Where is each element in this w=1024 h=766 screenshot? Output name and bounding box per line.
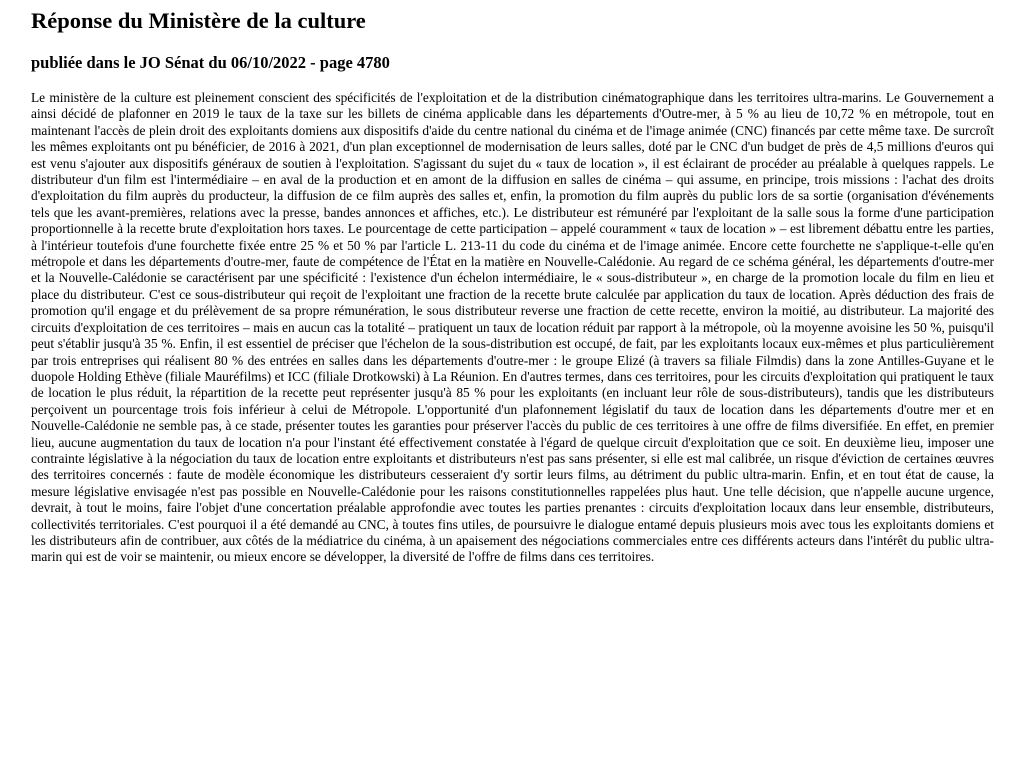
page-title: Réponse du Ministère de la culture [31,8,366,33]
publication-subtitle: publiée dans le JO Sénat du 06/10/2022 - page 4780 [31,53,390,72]
response-body-paragraph: Le ministère de la culture est pleinement conscient des spécificités de l'exploitation et de la distribution cinématographique dans les territoires ultra-marins. Le Gouvernement a ainsi décidé de plafonner en 2019 le taux de la taxe sur les billets de cinéma applicable dans les départements d'Outre-mer, à 5 % au lieu de 10,72 % en métropole, tout en maintenant l'accès de plein droit des exploitants domiens aux dispositifs d'aide du centre national du cinéma et de l'image animée (CNC) financés par cette même taxe. De surcroît les mêmes exploitants ont pu bénéficier, de 2016 à 2021, d'un plan exceptionnel de modernisation de leurs salles, doté par le CNC d'un budget de près de 4,5 millions d'euros qui est venu s'ajouter aux dispositifs généraux de soutien à l'exploitation. S'agissant du sujet du « taux de location », il est éclairant de procéder au préalable à quelques rappels. Le distributeur d'un film est l'intermédiaire – en aval de la production et en amont de la diffusion en salles de cinéma – qui assume, en principe, trois missions : l'achat des droits d'exploitation du film auprès du producteur, la diffusion de ce film auprès des salles et, enfin, la promotion du film auprès du public lors de sa sortie (organisation d'événements tels que les avant-premières, relations avec la presse, bandes annonces et affiches, etc.). Le distributeur est rémunéré par l'exploitant de la salle sous la forme d'une participation proportionnelle à la recette brute d'exploitation hors taxes. Le pourcentage de cette participation – appelé couramment « taux de location » – est librement débattu entre les parties, à l'intérieur toutefois d'une fourchette fixée entre 25 % et 50 % par l'article L. 213-11 du code du cinéma et de l'image animée. Encore cette fourchette ne s'applique-t-elle qu'en métropole et dans les départements d'outre-mer, faute de compétence de l'État en la matière en Nouvelle-Calédonie. Au regard de ce schéma général, les départements d'outre-mer et la Nouvelle-Calédonie se caractérisent par une spécificité : l'existence d'un échelon intermédiaire, le « sous-distributeur », en charge de la promotion locale du film en lieu et place du distributeur. C'est ce sous-distributeur qui reçoit de l'exploitant une fraction de la recette brute calculée par application du taux de location. Après déduction des frais de promotion qu'il engage et du prélèvement de sa propre rémunération, le sous distributeur reverse une fraction de cette recette, environ la moitié, au distributeur. La majorité des circuits d'exploitation de ces territoires – mais en aucun cas la totalité – pratiquent un taux de location réduit par rapport à la métropole, où la moyenne avoisine les 50 %, puisqu'il peut s'établir jusqu'à 35 %. Enfin, il est essentiel de préciser que l'échelon de la sous-distribution est occupé, de fait, par les exploitants locaux eux-mêmes et plus particulièrement par trois entreprises qui réalisent 80 % des entrées en salles dans les départements d'outre-mer : le groupe Elizé (à travers sa filiale Filmdis) dans la zone Antilles-Guyane et le duopole Holding Ethève (filiale Mauréfilms) et ICC (filiale Drotkowski) à La Réunion. En d'autres termes, dans ces territoires, pour les circuits d'exploitation qui pratiquent le taux de location le plus réduit, la répartition de la recette peut représenter jusqu'à 85 % pour les exploitants (en incluant leur rôle de sous-distributeurs), tandis que les distributeurs perçoivent un pourcentage trois fois inférieur à celui de Métropole. L'opportunité d'un plafonnement législatif du taux de location dans les départements d'outre mer et en Nouvelle-Calédonie ne semble pas, à ce stade, présenter toutes les garanties pour préserver l'accès du public de ces territoires à une offre de films diversifiée. En effet, en premier lieu, aucune augmentation du taux de location n'a pour l'instant été effectivement constatée à l'égard de quelque circuit d'exploitation que ce soit. En deuxième lieu, imposer une contrainte législative à la négociation du taux de location entre exploitants et distributeurs n'est pas sans présenter, si elle est mal calibrée, un risque d'éviction de certaines œuvres des territoires concernés : faute de modèle économique les distributeurs cesseraient d'y sortir leurs films, au détriment du public ultra-marin. Enfin, et en tout état de cause, la mesure législative envisagée n'est pas possible en Nouvelle-Calédonie pour les raisons constitutionnelles rappelées plus haut. Une telle décision, que n'appelle aucune urgence, devrait, à tout le moins, faire l'objet d'une concertation préalable approfondie avec toutes les parties prenantes : circuits d'exploitation locaux dans leur ensemble, distributeurs, collectivités territoriales. C'est pourquoi il a été demandé au CNC, à toutes fins utiles, de poursuivre le dialogue entamé depuis plusieurs mois avec tous les exploitants domiens et les distributeurs afin de contribuer, aux côtés de la médiatrice du cinéma, à un apaisement des négociations commerciales entre ces différents acteurs dans l'intérêt du public ultra-marin qui est de voir se maintenir, ou mieux encore se développer, la diversité de l'offre de films dans ces territoires. [31,90,994,565]
document-page [31,0,994,566]
